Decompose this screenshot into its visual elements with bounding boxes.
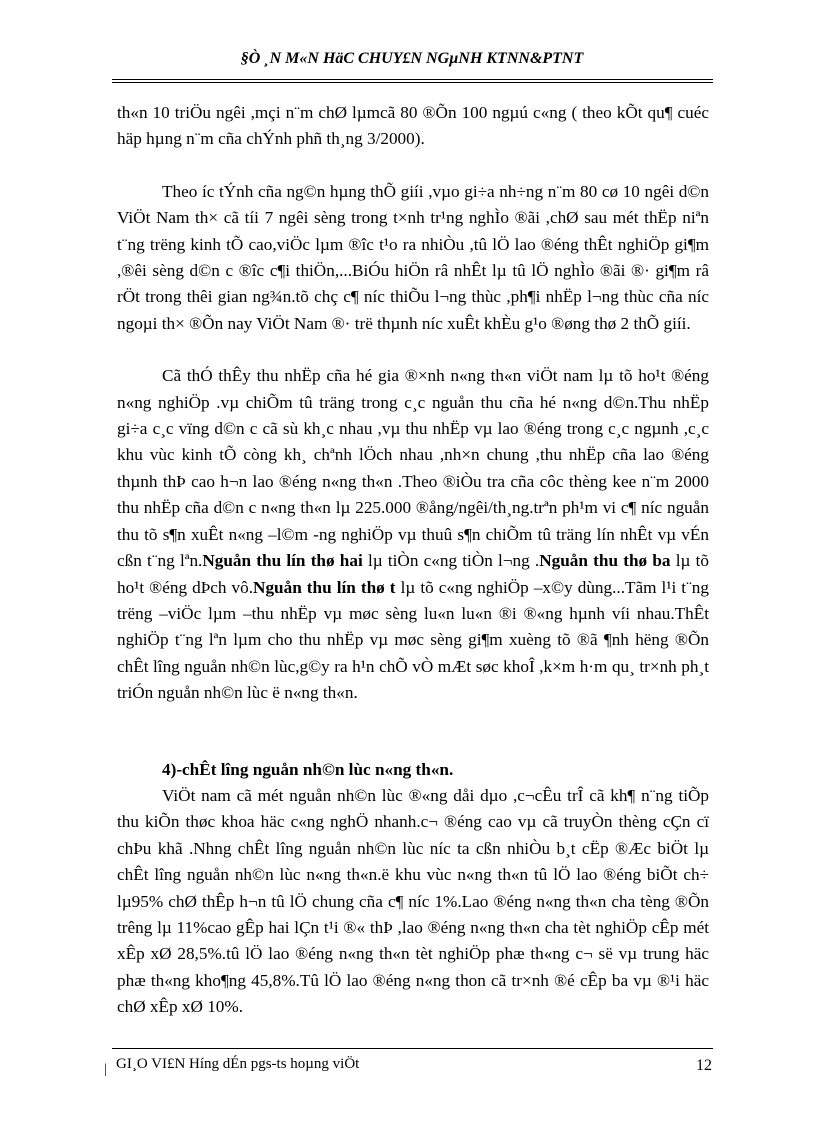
document-body [117,100,709,1021]
paragraph-3-text-b: lµ tiÒn c«ng tiÒn l¬ng . [362,551,540,571]
page-number: 12 [696,1057,712,1074]
paragraph-3-bold-b: Nguån thu thø ba [539,551,671,571]
paragraph-1: th«n 10 triÖu ngêi ,mçi n¨m chØ lµmcã 80 ®Õn 100 ngµú c«ng ( theo kÕt qu¶ cuéc häp hµng n¨m cña chÝnh phñ th¸ng 3/2000). [117,103,709,149]
header-rule-bottom [112,82,713,83]
paragraph-3 [117,363,709,706]
paragraph-3-text-c: lµ tõ ho¹t ®éng dÞch vô. [117,551,709,597]
paragraph-4: ViÖt nam cã mét nguån nh©n lùc ®«ng dåi dµo ,c¬cÊu trÎ cã kh¶ n¨ng tiÕp thu kiÕn thøc khoa häc c«ng nghÖ nhanh.c¬ ®éng cao vµ cã truyÒn thèng cÇn cï chÞu khã .Nhng chÊt lîng nguån nh©n lùc níc ta cßn nhiÒu b¸t cËp ®Æc biÖt lµ chÊt lîng nguån nh©n lùc n«ng th«n.ë khu vùc n«ng th«n tû lÖ lao ®éng biÕt ch÷ lµ95% chØ thÊp h¬n tû lÖ chung cña c¶ níc 1%.Lao ®éng n«ng th«n cha tèng ®Õn trêng lµ 11%cao gÊp hai lÇn t¹i ®« thÞ ,lao ®éng n«ng th«n cha tèt nghiÖp cÊp mét xÊp xØ 28,5%.tû lÖ lao ®éng n«ng th«n tèt nghiÖp phæ th«ng c¬ së vµ trung häc phæ th«ng kho¶ng 45,8%.Tû lÖ lao ®éng n«ng thon cã tr×nh ®é cÊp ba vµ ®¹i häc chØ xÊp xØ 10%. [117,785,709,1017]
footer-supervisor-text: GI¸O VI£N Híng dÉn pgs-ts hoµng viÖt [116,1056,360,1072]
paragraph-3-text-a: Cã thÓ thÊy thu nhËp cña hé gia ®×nh n«ng th«n viÖt nam lµ tõ ho¹t ®éng n«ng nghiÖp .vµ chiÕm tû träng trong c¸c nguån thu cña hé n«ng d©n.Thu nhËp gi÷a c¸c vïng d©n c cã sù kh¸c nhau ,vµ thu nhËp vµ lao ®éng trong c¸c ngµnh ,c¸c khu vùc kinh tÕ còng kh¸ chªnh lÖch nhau ,nh×n chung ,thu nhËp cña lao ®éng thµnh thÞ cao h¬n lao ®éng n«ng th«n .Theo ®iÒu tra cña côc thèng kee n¨m 2000 thu nhËp cña d©n c n«ng th«n lµ 225.000 ®ång/ngêi/th¸ng.trªn ph¹m vi c¶ níc nguån thu tõ s¶n xuÊt n«ng –l©m -ng nghiÖp vµ thuû s¶n chiÕm tû träng lín nhÊt vµ vÉn cßn t¨ng lªn. [117,366,709,571]
paragraph-3-text-d: lµ tõ c«ng nghiÖp –x©y dùng...Tãm l¹i t¨ng trëng –viÖc lµm –thu nhËp vµ møc sèng lu«n lu«n ®i ®«ng hµnh víi nhau.ThÊt nghiÖp t¨ng lªn lµm cho thu nhËp vµ møc sèng gi¶m xuèng tõ ®ã ¶nh hëng ®Õn chÊt lîng nguån nh©n lùc,g©y ra h¹n chÕ vÒ mÆt søc khoÎ ,k×m h·m qu¸ tr×nh ph¸t triÓn nguån nh©n lùc ë n«ng th«n. [117,577,709,703]
paragraph-3-bold-c: Nguån thu lín thø t [253,577,396,597]
section-heading-4: 4)-chÊt lîng nguån nh©n lùc n«ng th«n. [162,759,454,779]
footer-mark: | [104,1062,107,1077]
page-header-title: §Ò ¸N M«N HäC CHUY£N NGµNH KTNN&PTNT [240,50,584,67]
header-rule-top [112,79,713,80]
paragraph-2: Theo íc tÝnh cña ng©n hµng thÕ giíi ,vµo gi÷a nh÷ng n¨m 80 cø 10 ngêi d©n ViÖt Nam th× cã tíi 7 ngêi sèng trong t×nh tr¹ng nghÌo ®ãi ,chØ sau mét thËp niªn t¨ng trëng kinh tÕ cao,viÖc lµm ®îc t¹o ra nhiÒu ,tû lÖ lao ®éng thÊt nghiÖp gi¶m ,®êi sèng d©n c ®îc c¶i thiÖn,...BiÓu hiÖn râ nhÊt lµ tû lÖ nghÌo ®ãi ®· gi¶m râ rÖt trong thêi gian ng¾n.tõ chç c¶ níc thiÕu l¬ng thùc ,ph¶i nhËp l¬ng thùc cña níc ngoµi th× ®Õn nay ViÖt Nam ®· trë thµnh níc xuÊt khÈu g¹o ®øng thø 2 thÕ giíi. [117,181,709,333]
paragraph-3-bold-a: Nguån thu lín thø hai [202,551,363,571]
footer-rule [112,1048,713,1049]
